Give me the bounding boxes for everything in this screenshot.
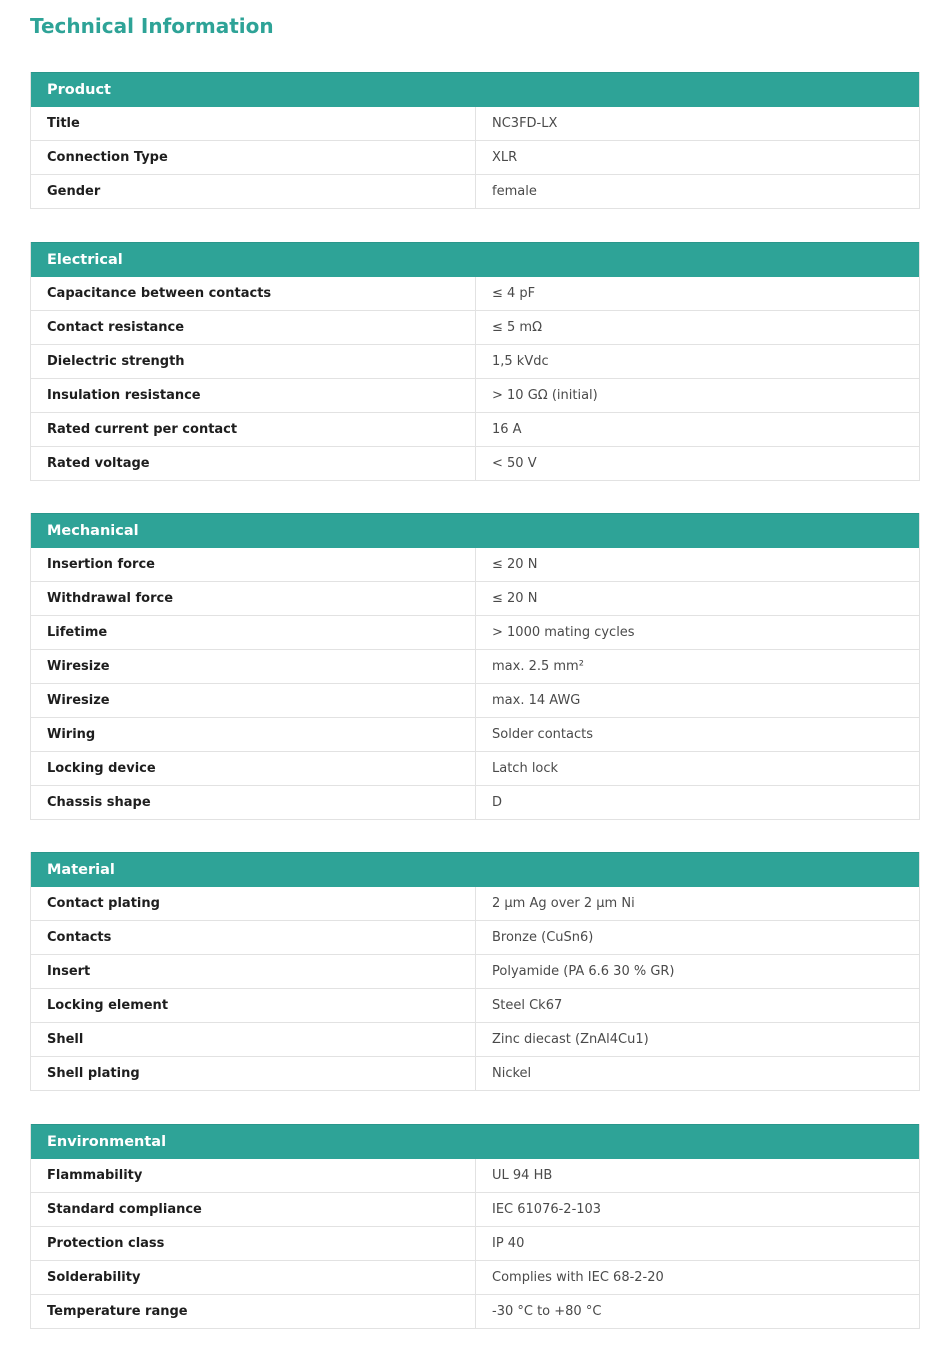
row-label: Standard compliance [31,1193,476,1226]
row-label: Shell [31,1023,476,1056]
table-row [31,311,919,345]
table-row [31,1295,919,1329]
table-row [31,1023,919,1057]
table-row [31,107,919,141]
row-value: > 10 GΩ (initial) [492,388,598,403]
row-value: 1,5 kVdc [492,354,549,369]
row-value: XLR [492,150,518,165]
row-label: Connection Type [31,141,476,174]
table-row [31,616,919,650]
row-value: Zinc diecast (ZnAl4Cu1) [492,1032,649,1047]
section-header: Material [31,852,919,887]
row-value: Nickel [492,1066,532,1081]
row-label: Rated current per contact [31,413,476,446]
table-row [31,955,919,989]
section-header: Product [31,72,919,107]
row-label: Contact plating [31,887,476,920]
row-label: Locking device [31,752,476,785]
section-header: Environmental [31,1124,919,1159]
row-label: Contact resistance [31,311,476,344]
row-label: Dielectric strength [31,345,476,378]
table-row [31,921,919,955]
row-label: Rated voltage [31,447,476,480]
section-header: Electrical [31,242,919,277]
table-row [31,887,919,921]
section-electrical [30,242,920,481]
row-value: -30 °C to +80 °C [492,1304,602,1319]
row-value: Complies with IEC 68-2-20 [492,1270,664,1285]
table-row [31,582,919,616]
row-label: Lifetime [31,616,476,649]
table-row [31,1261,919,1295]
table-row [31,345,919,379]
row-label: Locking element [31,989,476,1022]
row-label: Protection class [31,1227,476,1260]
row-value: Polyamide (PA 6.6 30 % GR) [492,964,675,979]
row-value: NC3FD-LX [492,116,558,131]
row-label: Insert [31,955,476,988]
row-value: Solder contacts [492,727,593,742]
row-value: Latch lock [492,761,559,776]
section-header: Mechanical [31,513,919,548]
row-value: > 1000 mating cycles [492,625,635,640]
table-row [31,379,919,413]
row-value: max. 2.5 mm² [492,659,584,674]
table-row [31,447,919,481]
table-row [31,786,919,820]
section-mechanical [30,513,920,820]
section-material [30,852,920,1091]
row-value: UL 94 HB [492,1168,553,1183]
row-label: Wiring [31,718,476,751]
row-label: Flammability [31,1159,476,1192]
row-value: ≤ 20 N [492,557,538,572]
page-title: Technical Information [30,14,274,38]
row-value: ≤ 4 pF [492,286,536,301]
row-label: Withdrawal force [31,582,476,615]
row-value: Steel Ck67 [492,998,563,1013]
row-label: Capacitance between contacts [31,277,476,310]
table-row [31,989,919,1023]
section-environmental [30,1124,920,1329]
table-row [31,650,919,684]
table-row [31,1057,919,1091]
row-value: IEC 61076-2-103 [492,1202,602,1217]
row-value: 2 µm Ag over 2 µm Ni [492,896,635,911]
row-label: Shell plating [31,1057,476,1090]
table-row [31,548,919,582]
table-row [31,752,919,786]
row-value: max. 14 AWG [492,693,581,708]
row-label: Chassis shape [31,786,476,819]
table-row [31,175,919,209]
table-row [31,718,919,752]
row-value: D [492,795,503,810]
row-value: female [492,184,537,199]
row-value: ≤ 5 mΩ [492,320,543,335]
row-value: < 50 V [492,456,537,471]
table-row [31,1227,919,1261]
table-row [31,141,919,175]
row-label: Insulation resistance [31,379,476,412]
row-label: Title [31,107,476,140]
row-label: Gender [31,175,476,208]
row-value: 16 A [492,422,522,437]
table-row [31,1159,919,1193]
table-row [31,1193,919,1227]
row-label: Insertion force [31,548,476,581]
row-label: Contacts [31,921,476,954]
table-row [31,413,919,447]
row-value: IP 40 [492,1236,525,1251]
table-row [31,277,919,311]
row-label: Wiresize [31,684,476,717]
table-row [31,684,919,718]
row-label: Solderability [31,1261,476,1294]
row-label: Wiresize [31,650,476,683]
section-product [30,72,920,209]
row-value: ≤ 20 N [492,591,538,606]
row-value: Bronze (CuSn6) [492,930,594,945]
row-label: Temperature range [31,1295,476,1328]
